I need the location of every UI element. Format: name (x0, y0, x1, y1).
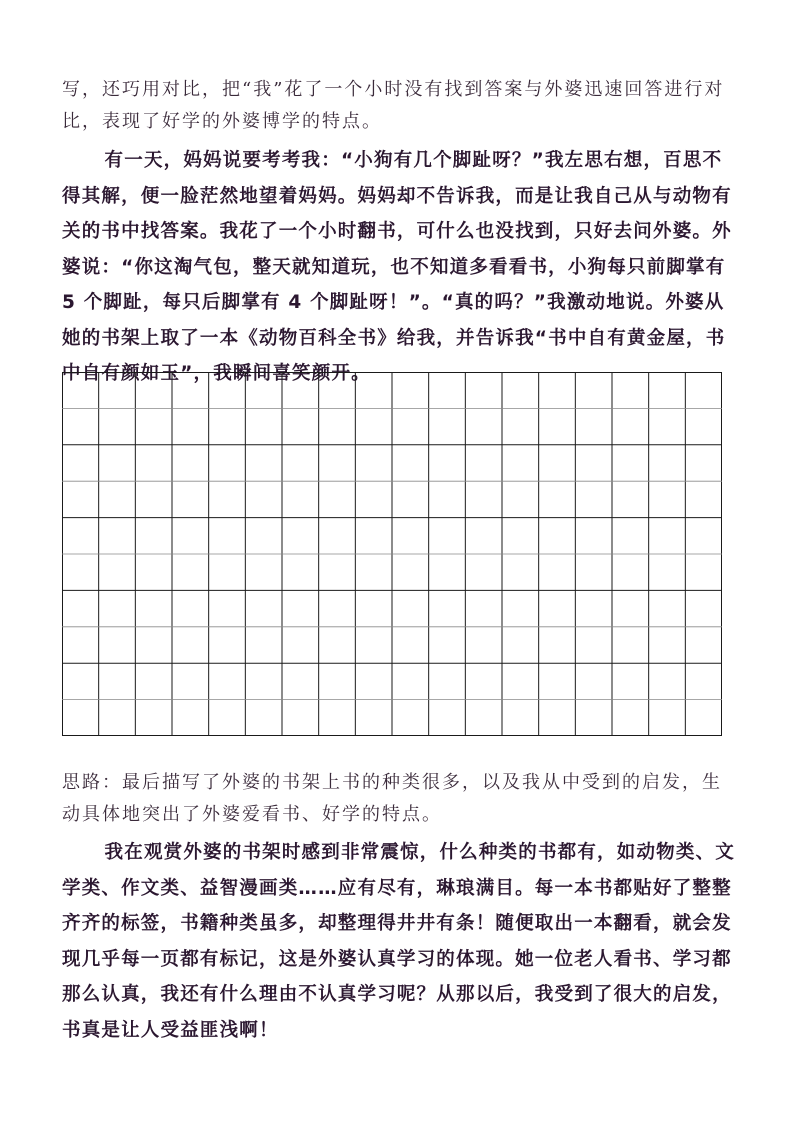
essay-paragraph-story: 有一天，妈妈说要考考我：“小狗有几个脚趾呀？”我左思右想，百思不得其解，便一脸茫然地望着妈妈。妈妈却不告诉我，而是让我自己从与动物有关的书中找答案。我花了一个小时翻书，可什么也没找到，只好去问外婆。外婆说：“你这淘气包，整天就知道玩，也不知道多看看书，小狗每只前脚掌有 5 个脚趾，每只后脚掌有 4 个脚趾呀！”。“真的吗？”我激动地说。外婆从她的书架上取了一本《动物百科全书》给我，并告诉我“书中自有黄金屋，书中自有颜如玉”，我瞬间喜笑颜开。 (62, 150, 732, 384)
essay-paragraph-bookshelf: 我在观赏外婆的书架时感到非常震惊，什么种类的书都有，如动物类、文学类、作文类、益智漫画类……应有尽有，琳琅满目。每一本书都贴好了整整齐齐的标签，书籍种类虽多，却整理得井井有条！随便取出一本翻看，就会发现几乎每一页都有标记，这是外婆认真学习的体现。她一位老人看书、学习都那么认真，我还有什么理由不认真学习呢？从那以后，我受到了很大的启发，书真是让人受益匪浅啊！ (62, 842, 735, 1041)
writing-grid-lines (62, 372, 722, 736)
analysis-note-thinking: 思路：最后描写了外婆的书架上书的种类很多，以及我从中受到的启发，生动具体地突出了外婆爱看书、好学的特点。 (62, 772, 722, 825)
analysis-note-continued: 写，还巧用对比，把“我”花了一个小时没有找到答案与外婆迅速回答进行对比，表现了好学的外婆博学的特点。 (62, 79, 725, 132)
writing-grid[interactable] (62, 372, 722, 736)
